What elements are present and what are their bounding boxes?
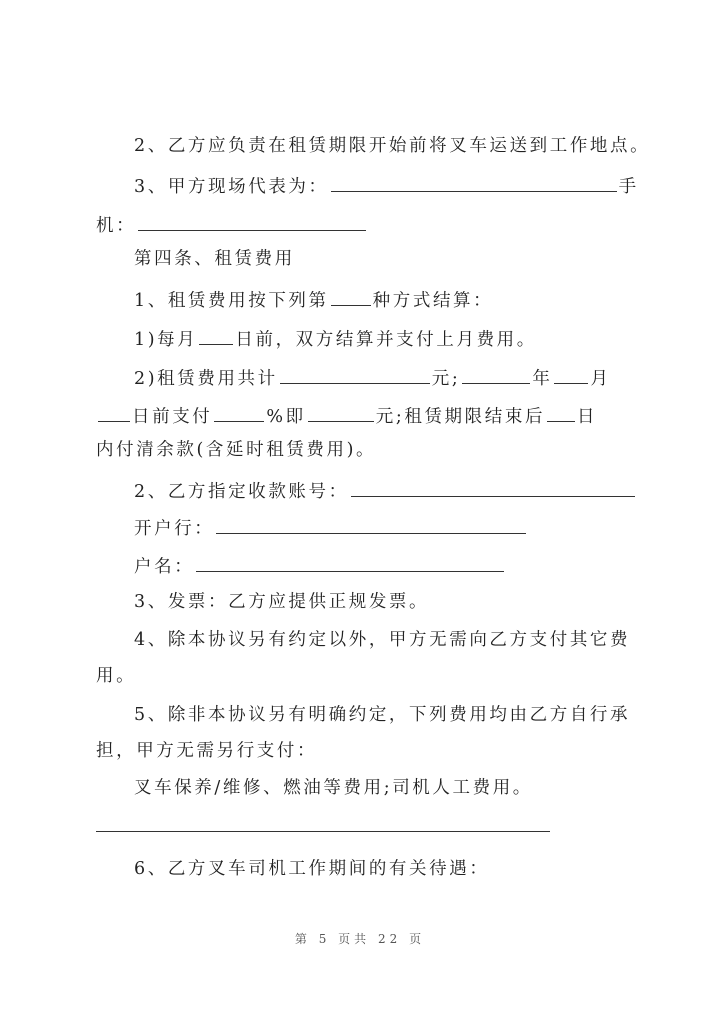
clause-text: 2)租赁费用共计 [134,369,278,389]
option-total [134,365,682,391]
fee-list [134,776,682,800]
clause-text: 元; [431,369,461,389]
clause-text: 4、除本协议另有约定以外，甲方无需向乙方支付其它费 [134,630,631,650]
page-number: 第 5 页共 22 页 [294,932,426,946]
clause-invoice [134,590,682,614]
account-name-line [134,553,682,579]
clause-account [134,478,682,504]
clause-delivery [134,134,682,158]
heading-text: 第四条、租赁费用 [134,249,295,269]
clause-text: 年 [532,369,553,389]
fill-blank [308,403,374,422]
clause-text: 户名： [134,557,195,577]
clause-text: 1、租赁费用按下列第 [134,291,329,311]
fill-blank [462,365,530,384]
bank-line [134,515,682,541]
clause-other-fees-cont [96,664,644,688]
clause-text: 内付清余款(含延时租赁费用)。 [96,440,377,460]
clause-text: 日 [577,407,598,427]
clause-text: 元;租赁期限结束后 [375,407,546,427]
fill-blank [280,365,430,384]
option-total-cont [96,403,644,429]
clause-text: 种方式结算： [372,291,494,311]
clause-text: 开户行： [134,519,215,539]
clause-text: 日前，双方结算并支付上月费用。 [235,330,537,350]
clause-text: 3、发票：乙方应提供正规发票。 [134,592,430,612]
fill-blank [196,553,504,572]
option-monthly [134,326,682,352]
clause-text: 2、乙方应负责在租赁期限开始前将叉车运送到工作地点。 [134,136,651,156]
divider-line [96,831,550,832]
fill-blank [214,403,264,422]
clause-text: %即 [266,407,306,427]
fill-blank [216,515,526,534]
clause-driver-treatment [134,857,682,881]
fill-blank [199,326,233,345]
fill-blank [331,287,371,306]
fill-blank [554,365,588,384]
clause-other-fees [134,628,682,652]
clause-text: 6、乙方叉车司机工作期间的有关待遇： [134,859,490,879]
clause-text: 2、乙方指定收款账号： [134,482,349,502]
clause-text: 叉车保养/维修、燃油等费用;司机人工费用。 [134,778,533,798]
phone-line [96,212,644,238]
clause-text: 3、甲方现场代表为： [134,177,329,197]
clause-text: 1)每月 [134,330,198,350]
clause-party-b-fees [134,703,682,727]
clause-party-b-fees-cont [96,739,644,763]
clause-text: 日前支付 [132,407,213,427]
clause-text: 机： [96,216,137,236]
clause-settlement-method [134,287,682,313]
clause-representative [134,173,682,199]
clause-text: 月 [590,369,611,389]
clause-text: 手 [618,177,639,197]
fill-blank [138,212,366,231]
fill-blank [351,478,635,497]
clause-text: 用。 [96,666,137,686]
clause-text: 担，甲方无需另行支付： [96,741,318,761]
fill-blank [98,403,130,422]
clause-text: 5、除非本协议另有明确约定，下列费用均由乙方自行承 [134,705,631,725]
option-total-end [96,438,644,462]
section-heading [134,247,682,271]
fill-blank [547,403,575,422]
fill-blank [331,173,617,192]
